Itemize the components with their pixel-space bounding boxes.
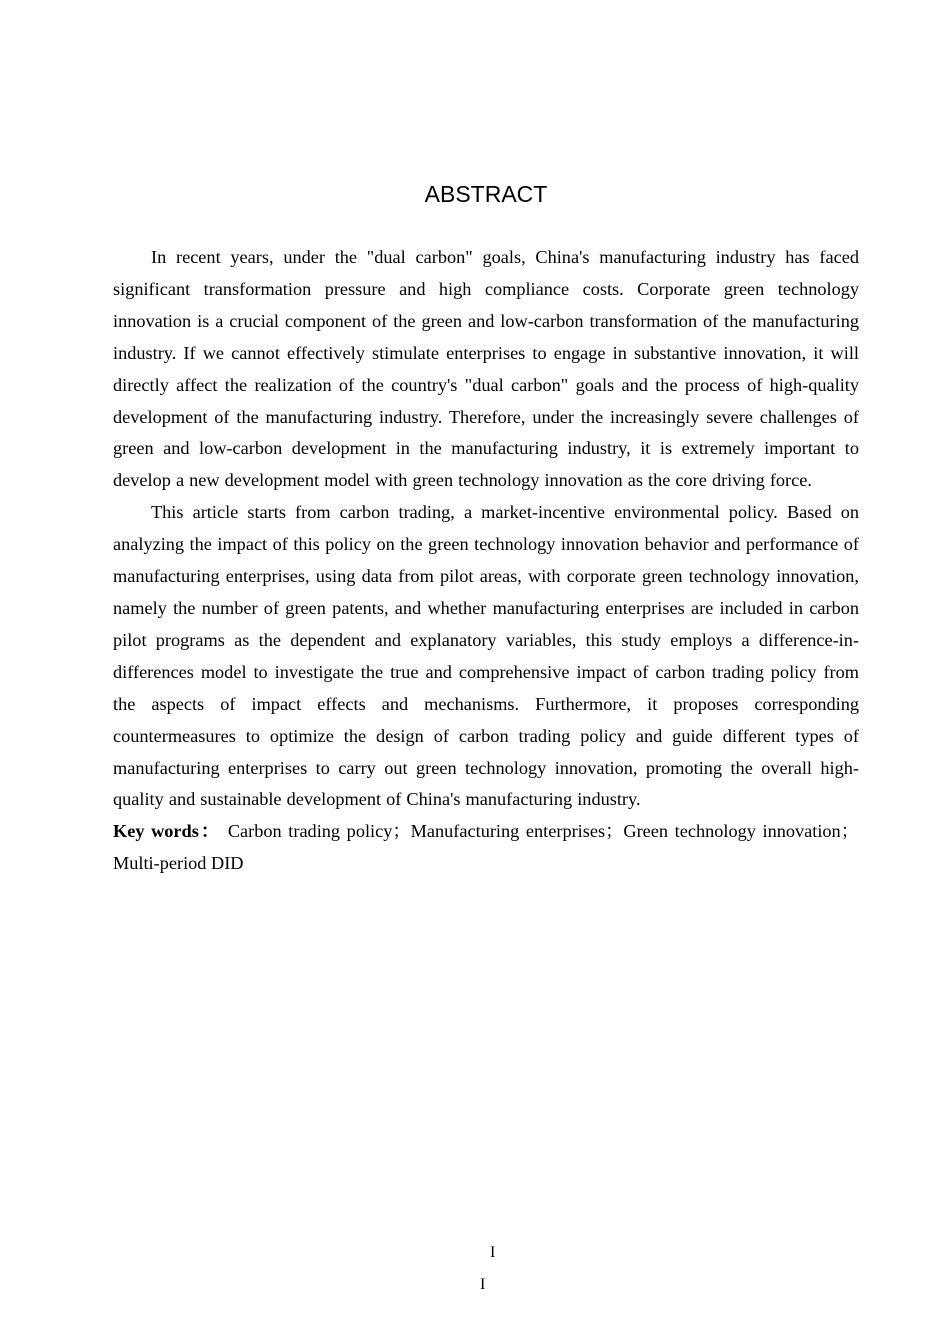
page-number-footer: I — [480, 1276, 486, 1293]
abstract-title: ABSTRACT — [424, 181, 548, 207]
abstract-body — [113, 242, 859, 880]
keywords-text: Carbon trading policy；Manufacturing enterprises；Green technology innovation；Multi-period DID — [113, 821, 859, 874]
keywords-label: Key words： — [113, 821, 222, 842]
abstract-paragraph-2: This article starts from carbon trading, a market-incentive environmental policy. Based on analyzing the impact of this policy on the green technology innovation behavior and performance of manufacturing enterprises, using data from pilot areas, with corporate green technology innovation, namely the number of green patents, and whether manufacturing enterprises are included in carbon pilot programs as the dependent and explanatory variables, this study employs a difference-in-differences model to investigate the true and comprehensive impact of carbon trading policy from the aspects of impact effects and mechanisms. Furthermore, it proposes corresponding countermeasures to optimize the design of carbon trading policy and guide different types of manufacturing enterprises to carry out green technology innovation, promoting the overall high-quality and sustainable development of China's manufacturing industry. — [113, 502, 859, 810]
abstract-paragraph-1: In recent years, under the "dual carbon" goals, China's manufacturing industry has faced significant transformation pressure and high compliance costs. Corporate green technology innovation is a crucial component of the green and low-carbon transformation of the manufacturing industry. If we cannot effectively stimulate enterprises to engage in substantive innovation, it will directly affect the realization of the country's "dual carbon" goals and the process of high-quality development of the manufacturing industry. Therefore, under the increasingly severe challenges of green and low-carbon development in the manufacturing industry, it is extremely important to develop a new development model with green technology innovation as the core driving force. — [113, 247, 859, 491]
keywords-line — [113, 816, 859, 880]
page-number: I — [490, 1244, 496, 1261]
